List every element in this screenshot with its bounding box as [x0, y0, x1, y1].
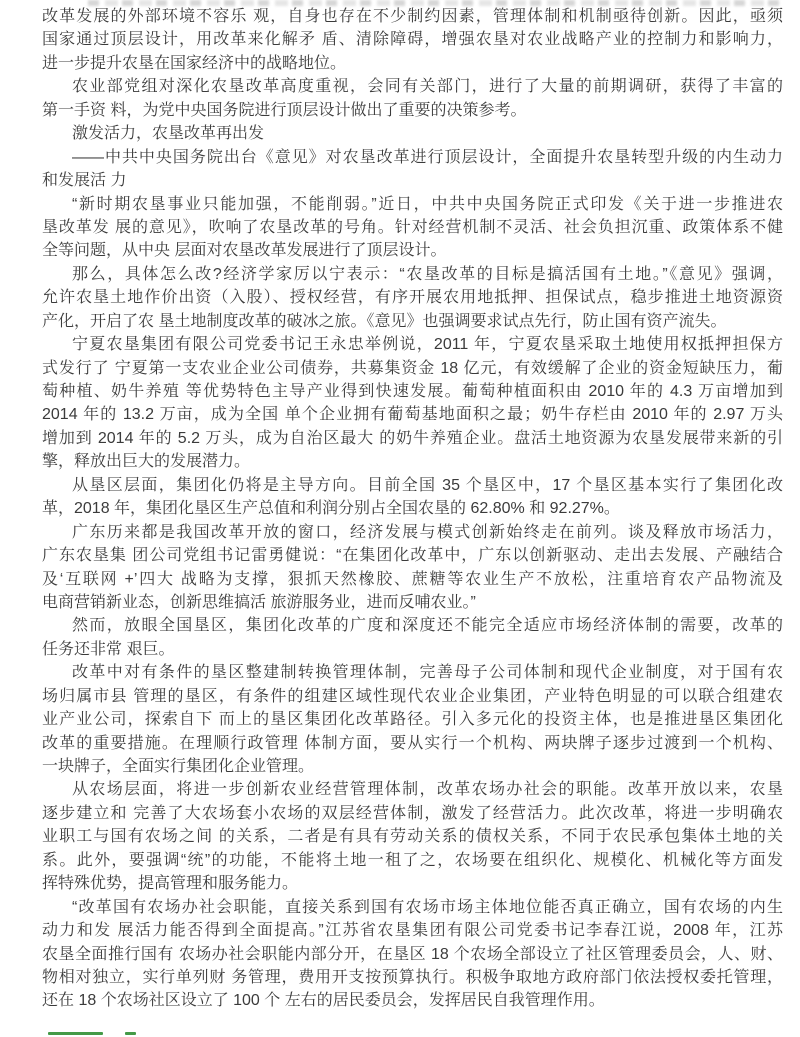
text-line: 动力和发 展活力能否得到全面提高。”江苏省农垦集团有限公司党委书记李春江说，2008 年，江苏 [42, 922, 783, 940]
text-line: 革，2018 年，集团化垦区生产总值和利润分别占全国农垦的 62.80% 和 92.27%。 [42, 500, 620, 518]
text-line: 改革的重要措施。在理顺行政管理 体制方面，要从实行一个机构、两块牌子逐步过渡到一个机构、 [42, 734, 783, 752]
text-line: 广东农垦集 团公司党组书记雷勇健说：“在集团化改革中，广东以创新驱动、走出去发展、产融结合 [42, 547, 783, 565]
text-line: 那么，具体怎么改?经济学家厉以宁表示：“农垦改革的目标是搞活国有土地。”《意见》强调， [72, 265, 783, 283]
article-body [42, 5, 783, 1013]
text-line: 激发活力，农垦改革再出发 [72, 125, 265, 143]
text-line: 然而，放眼全国垦区，集团化改革的广度和深度还不能完全适应市场经济体制的需要，改革的 [72, 617, 783, 635]
text-line: 萄种植、奶牛养殖 等优势特色主导产业得到快速发展。葡萄种植面积由 2010 年的 4.3 万亩增加到 [42, 383, 783, 400]
text-line: 擎，释放出巨大的发展潜力。 [42, 453, 251, 471]
text-line: 电商营销新业态，创新思维搞活 旅游服务业，进而反哺农业。” [42, 593, 476, 611]
text-line: 逐步建立和 完善了大农场套小农场的双层经营体制，激发了经营活力。此次改革，将进一步明确农 [42, 804, 783, 822]
text-line: 农业部党组对深化农垦改革高度重视，会同有关部门，进行了大量的前期调研，获得了丰富的 [72, 78, 783, 96]
text-line: 2014 年的 13.2 万亩，成为全国 单个企业拥有葡萄基地面积之最；奶牛存栏由 2010 年的 2.97 万头 [42, 406, 783, 424]
text-line: 场归属市县 管理的垦区，有条件的组建区域性现代农业企业集团，产业特色明显的可以联合组建农 [42, 687, 783, 705]
text-line: 物相对独立，实行单列财 务管理，费用开支按预算执行。积极争取地方政府部门依法授权委托管理， [42, 968, 783, 986]
text-line: 国家通过顶层设计，用改革来化解矛 盾、清除障碍，增强农垦对农业战略产业的控制力和影响力， [42, 31, 783, 49]
text-line: 垦改革发 展的意见》，吹响了农垦改革的号角。针对经营机制不灵活、社会负担沉重、政策体系不健 [42, 218, 783, 236]
text-line: 任务还非常 艰巨。 [42, 640, 175, 658]
text-line: “新时期农垦事业只能加强，不能削弱。”近日，中共中央国务院正式印发《关于进一步推进农 [72, 195, 783, 213]
text-line: 宁夏农垦集团有限公司党委书记王永忠举例说，2011 年，宁夏农垦采取土地使用权抵押担保方 [72, 336, 783, 354]
text-line: 系。此外，要强调“统”的功能，不能将土地一租了之，农场要在组织化、规模化、机械化等方面发 [42, 851, 783, 869]
text-line: 允许农垦土地作价出资（入股）、授权经营，有序开展农用地抵押、担保试点，稳步推进土地资源资 [42, 289, 783, 307]
text-line: 第一手资 料，为党中央国务院进行顶层设计做出了重要的决策参考。 [42, 101, 527, 119]
text-line: 改革中对有条件的垦区整建制转换管理体制，完善母子公司体制和现代企业制度，对于国有农 [72, 664, 783, 682]
text-line: 业职工与国有农场之间 的关系，二者是有具有劳动关系的债权关系，不同于农民承包集体土地的关 [42, 828, 783, 846]
text-line: 全等问题，从中央 层面对农垦改革发展进行了顶层设计。 [42, 242, 447, 260]
text-line: 业产业公司，探索自下 而上的垦区集团化改革路径。引入多元化的投资主体，也是推进垦区集团化 [42, 711, 783, 729]
text-line: 进一步提升农垦在国家经济中的战略地位。 [42, 54, 347, 72]
text-line: “改革国有农场办社会职能，直接关系到国有农场市场主体地位能否真正确立，国有农场的内生 [72, 898, 783, 916]
text-line: 从农场层面，将进一步创新农业经营管理体制，改革农场办社会的职能。改革开放以来，农垦 [72, 781, 783, 799]
text-line: 式发行了 宁夏第一支农业企业公司债券，共募集资金 18 亿元，有效缓解了企业的资金短缺压力，葡 [42, 359, 783, 377]
clipped-green-element-right [125, 1032, 136, 1035]
text-line: 广东历来都是我国改革开放的窗口，经济发展与模式创新始终走在前列。谈及释放市场活力， [72, 523, 783, 541]
text-line: ——中共中央国务院出台《意见》对农垦改革进行顶层设计，全面提升农垦转型升级的内生动力 [72, 148, 783, 166]
text-line: 农垦全面推行国有 农场办社会职能内部分开，在垦区 18 个农场全部设立了社区管理委员会，人、财、 [42, 945, 783, 963]
text-line: 及‘互联网 +’四大 战略为支撑，狠抓天然橡胶、蔗糖等农业生产不放松，注重培育农产品物流及 [42, 570, 783, 588]
text-line: 产化，开启了农 垦土地制度改革的破冰之旅。《意见》也强调要求试点先行，防止国有资产流失。 [42, 312, 727, 330]
text-line: 挥特殊优势，提高管理和服务能力。 [42, 875, 299, 893]
clipped-green-element-left [48, 1032, 103, 1035]
text-line: 一块牌子，全面实行集团化企业管理。 [42, 758, 315, 775]
text-line: 还在 18 个农场社区设立了 100 个 左右的居民委员会，发挥居民自我管理作用。 [42, 992, 605, 1010]
text-line: 增加到 2014 年的 5.2 万头，成为自治区最大 的奶牛养殖企业。盘活土地资源为农垦发展带来新的引 [42, 429, 783, 447]
text-line: 和发展活 力 [42, 172, 127, 190]
text-line: 改革发展的外部环境不容乐 观，自身也存在不少制约因素，管理体制和机制亟待创新。因此，亟须 [42, 8, 783, 25]
text-line: 从垦区层面，集团化仍将是主导方向。目前全国 35 个垦区中，17 个垦区基本实行了集团化改 [72, 476, 783, 494]
